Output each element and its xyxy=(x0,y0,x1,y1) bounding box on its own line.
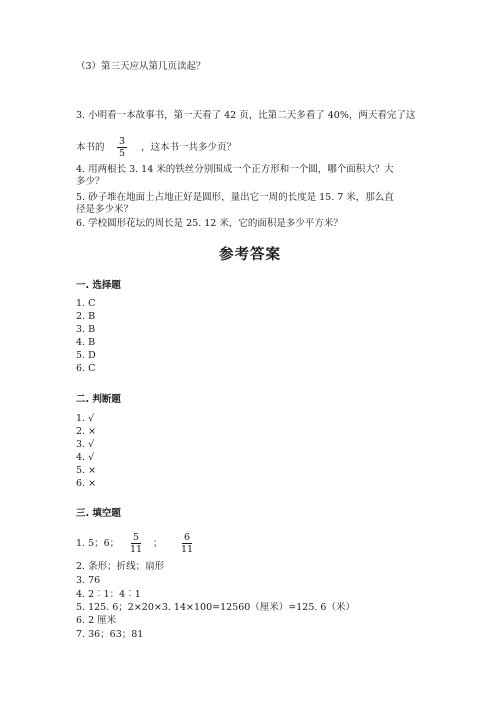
answer-5: 5. 125. 6；2×20×3. 14×100=12560（厘米）=125. 6（米） xyxy=(76,602,355,613)
question-3-fraction xyxy=(117,136,127,159)
fraction-numerator: 5 xyxy=(133,532,140,543)
section-3-heading: 三. 填空题 xyxy=(76,508,121,519)
answer-3: 3. 76 xyxy=(76,575,101,586)
section-2-heading: 二. 判断题 xyxy=(76,394,121,405)
fraction-denominator: 11 xyxy=(130,544,143,555)
list-item: 5. × xyxy=(76,465,97,476)
question-3-sub3: （3）第三天应从第几页读起？ xyxy=(76,61,206,72)
fraction-denominator: 11 xyxy=(181,544,194,555)
list-item: 1. √ xyxy=(76,413,95,424)
answer-1-fraction-1 xyxy=(130,532,142,555)
answer-4: 4. 2︰1：4︰1 xyxy=(76,589,141,600)
answer-6: 6. 2 厘米 xyxy=(76,615,117,626)
list-item: 1. C xyxy=(76,298,96,309)
list-item: 2. B xyxy=(76,311,96,322)
fraction-numerator: 3 xyxy=(118,136,126,147)
question-3-line1: 3. 小明看一本故事书，第一天看了 42 页，比第二天多看了 40%，两天看完了这 xyxy=(76,110,416,121)
list-item: 2. × xyxy=(76,426,97,437)
answer-7: 7. 36；63；81 xyxy=(76,629,144,640)
fraction-numerator: 6 xyxy=(184,532,191,543)
question-4: 4. 用两根长 3. 14 米的铁丝分别围成一个正方形和一个圆，哪个面积大？大多少？ xyxy=(76,164,394,187)
list-item: 4. √ xyxy=(76,452,95,463)
answer-2: 2. 条形；折线；扇形 xyxy=(76,561,165,572)
question-3-line2-pre: 本书的 xyxy=(76,142,105,153)
question-6: 6. 学校圆形花坛的周长是 25. 12 米，它的面积是多少平方米？ xyxy=(76,218,343,229)
list-item: 6. × xyxy=(76,478,97,489)
answer-1-pre: 1. 5；6； xyxy=(76,538,120,549)
answer-1-sep: ； xyxy=(153,538,163,549)
fraction-denominator: 5 xyxy=(118,148,126,159)
list-item: 3. B xyxy=(76,324,96,335)
answer-1-fraction-2 xyxy=(181,532,193,555)
section-1-heading: 一. 选择题 xyxy=(76,280,121,291)
answers-title: 参考答案 xyxy=(219,247,281,263)
list-item: 3. √ xyxy=(76,439,95,450)
list-item: 4. B xyxy=(76,337,96,348)
question-3-line2-post: ，这本书一共多少页？ xyxy=(141,142,237,153)
question-5: 5. 砂子堆在地面上占地正好是圆形，量出它一周的长度是 15. 7 米，那么直径是多少米？ xyxy=(76,192,394,215)
list-item: 6. C xyxy=(76,363,96,374)
list-item: 5. D xyxy=(76,350,96,361)
